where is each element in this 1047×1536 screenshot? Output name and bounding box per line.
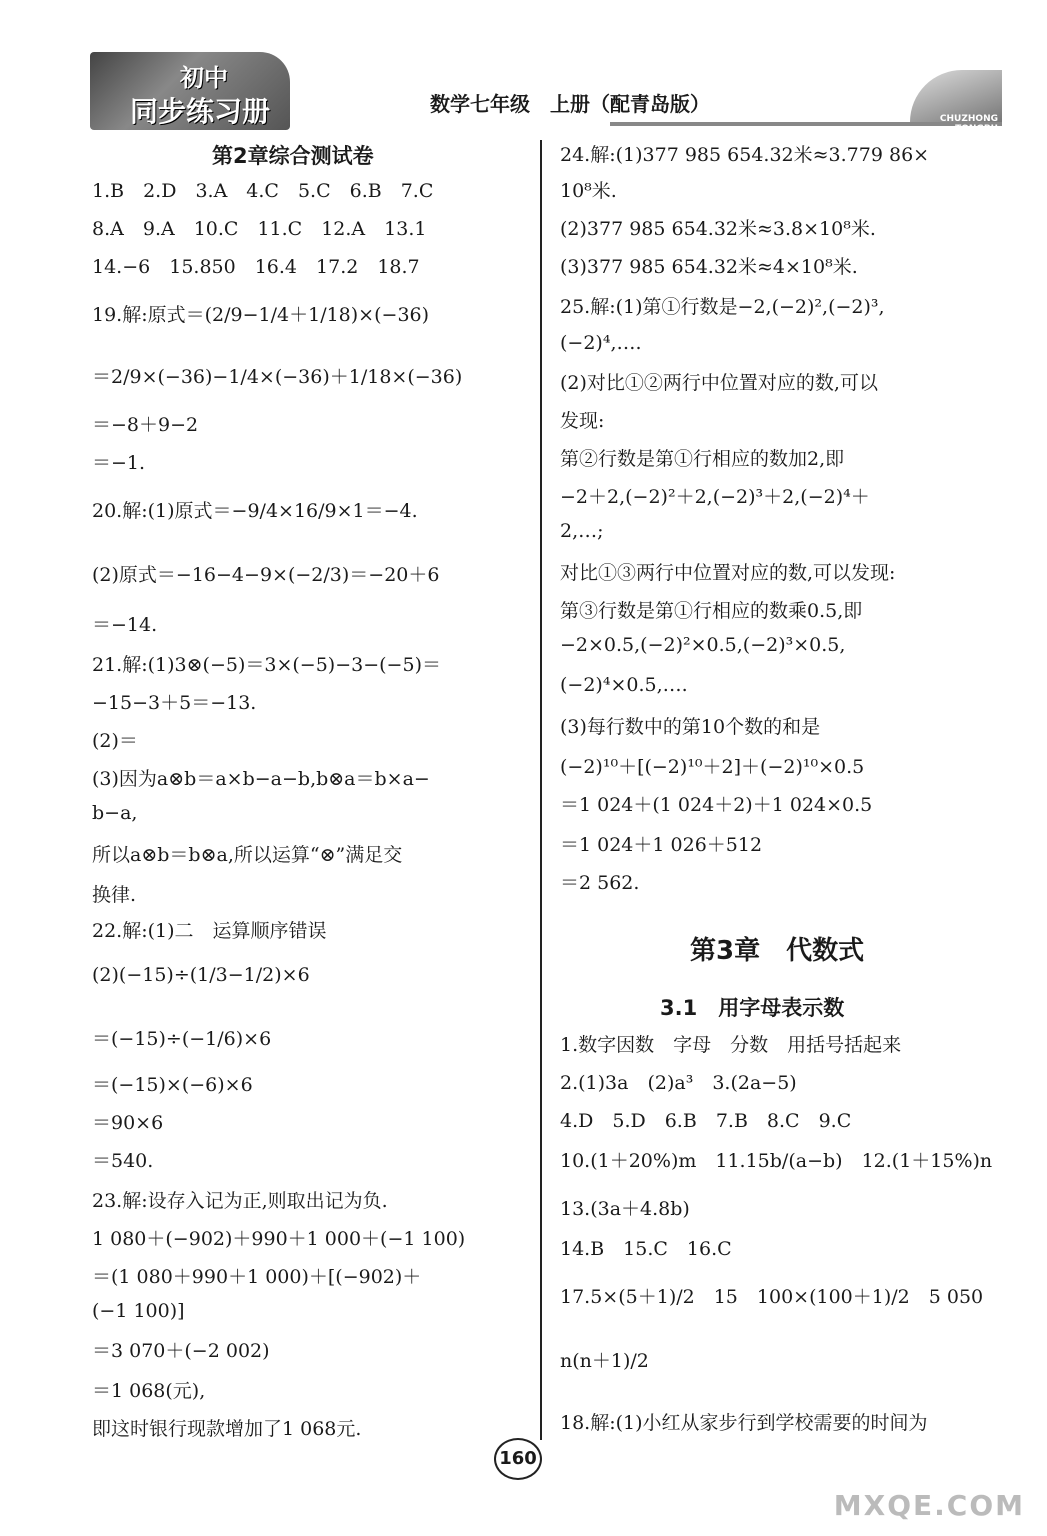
answer-line: ＝1 068(元), (92, 1380, 206, 1402)
answer-line: ＝1 024＋1 026＋512 (560, 834, 763, 856)
answer-line: 第③行数是第①行相应的数乘0.5,即 (560, 600, 863, 622)
answer-line: 17.5×(5＋1)/2 15 100×(100＋1)/2 5 050 (560, 1286, 984, 1308)
answer-line: ＝540. (92, 1150, 154, 1172)
answer-line: (−2)⁴,…. (560, 332, 642, 354)
answer-line: ＝3 070＋(−2 002) (92, 1340, 270, 1362)
answer-line: 2.(1)3a (2)a³ 3.(2a−5) (560, 1072, 797, 1094)
answer-line: (2)(−15)÷(1/3−1/2)×6 (92, 964, 310, 986)
section-heading: 3.1 用字母表示数 (660, 996, 845, 1020)
answer-line: (2)＝ (92, 730, 138, 752)
answer-line: 14.B 15.C 16.C (560, 1238, 732, 1260)
answer-line: (−2)¹⁰＋[(−2)¹⁰＋2]＋(−2)¹⁰×0.5 (560, 756, 865, 778)
answer-line: 23.解:设存入记为正,则取出记为负. (92, 1190, 388, 1212)
answer-line: ＝(−15)×(−6)×6 (92, 1074, 253, 1096)
answer-line: (2)原式＝−16−4−9×(−2/3)＝−20＋6 (92, 564, 440, 586)
answer-line: b−a, (92, 802, 138, 824)
answer-line: 19.解:原式＝(2/9−1/4＋1/18)×(−36) (92, 304, 430, 326)
book-title: 数学七年级 上册（配青岛版） (430, 92, 710, 116)
answer-line: 14.−6 15.850 16.4 17.2 18.7 (92, 256, 420, 278)
answer-line: 发现: (560, 410, 605, 432)
answer-line: 4.D 5.D 6.B 7.B 8.C 9.C (560, 1110, 852, 1132)
header-swoosh (910, 70, 1002, 144)
left-column (92, 140, 532, 1440)
answer-line: ＝1 024＋(1 024＋2)＋1 024×0.5 (560, 794, 873, 816)
answer-line: 对比①③两行中位置对应的数,可以发现: (560, 562, 896, 584)
answer-line: −15−3＋5＝−13. (92, 692, 257, 714)
page-number: 160 (494, 1438, 542, 1480)
answer-line: (3)因为a⊗b＝a×b−a−b,b⊗a＝b×a− (92, 768, 430, 790)
section-heading: 第3章 代数式 (690, 936, 865, 966)
answer-line: 10.(1＋20%)m 11.15b/(a−b) 12.(1＋15%)n (560, 1150, 993, 1172)
logo-text-top: 初中 (180, 64, 228, 92)
answer-line: 10⁸米. (560, 180, 617, 202)
answer-line: (−1 100)] (92, 1300, 185, 1322)
answer-line: 换律. (92, 884, 137, 906)
answer-line: (2)对比①②两行中位置对应的数,可以 (560, 372, 878, 394)
answer-line: −2×0.5,(−2)²×0.5,(−2)³×0.5, (560, 634, 846, 656)
answer-line: 即这时银行现款增加了1 068元. (92, 1418, 362, 1440)
right-column (560, 140, 1000, 1440)
header-pinyin: CHUZHONG TONGBU LIANXICE (939, 114, 998, 144)
answer-line: ＝(1 080＋990＋1 000)＋[(−902)＋ (92, 1266, 422, 1288)
answer-line: 18.解:(1)小红从家步行到学校需要的时间为 (560, 1412, 928, 1434)
answer-line: ＝2/9×(−36)−1/4×(−36)＋1/18×(−36) (92, 366, 463, 388)
section-heading: 第2章综合测试卷 (212, 144, 374, 168)
answer-line: ＝90×6 (92, 1112, 164, 1134)
answer-line: −2＋2,(−2)²＋2,(−2)³＋2,(−2)⁴＋ (560, 486, 870, 508)
answer-line: (3)377 985 654.32米≈4×10⁸米. (560, 256, 858, 278)
answer-line: 21.解:(1)3⊗(−5)＝3×(−5)−3−(−5)＝ (92, 654, 441, 676)
answer-line: (−2)⁴×0.5,…. (560, 674, 688, 696)
answer-line: 24.解:(1)377 985 654.32米≈3.779 86× (560, 144, 930, 166)
answer-line: 1.B 2.D 3.A 4.C 5.C 6.B 7.C (92, 180, 434, 202)
answer-line: ＝(−15)÷(−1/6)×6 (92, 1028, 272, 1050)
answer-line: n(n＋1)/2 (560, 1350, 649, 1372)
answer-line: 1 080＋(−902)＋990＋1 000＋(−1 100) (92, 1228, 466, 1250)
answer-line: (2)377 985 654.32米≈3.8×10⁸米. (560, 218, 876, 240)
answer-line: 第②行数是第①行相应的数加2,即 (560, 448, 845, 470)
answer-line: 25.解:(1)第①行数是−2,(−2)²,(−2)³, (560, 296, 885, 318)
answer-line: 2,…; (560, 520, 604, 542)
answer-line: ＝−8＋9−2 (92, 414, 199, 436)
page-header (90, 52, 1002, 144)
answer-line: 13.(3a＋4.8b) (560, 1198, 690, 1220)
answer-line: 8.A 9.A 10.C 11.C 12.A 13.1 (92, 218, 427, 240)
answer-line: ＝−14. (92, 614, 158, 636)
answer-line: ＝2 562. (560, 872, 640, 894)
column-divider (540, 140, 542, 1440)
answer-line: 所以a⊗b＝b⊗a,所以运算“⊗”满足交 (92, 844, 403, 866)
answer-line: 1.数字因数 字母 分数 用括号括起来 (560, 1034, 902, 1056)
answer-line: 20.解:(1)原式＝−9/4×16/9×1＝−4. (92, 500, 418, 522)
series-logo (90, 52, 290, 130)
logo-text-bottom: 同步练习册 (130, 95, 271, 128)
answer-line: 22.解:(1)二 运算顺序错误 (92, 920, 327, 942)
answer-line: ＝−1. (92, 452, 146, 474)
answer-line: (3)每行数中的第10个数的和是 (560, 716, 821, 738)
watermark: MXQE.COM (833, 1489, 1025, 1522)
